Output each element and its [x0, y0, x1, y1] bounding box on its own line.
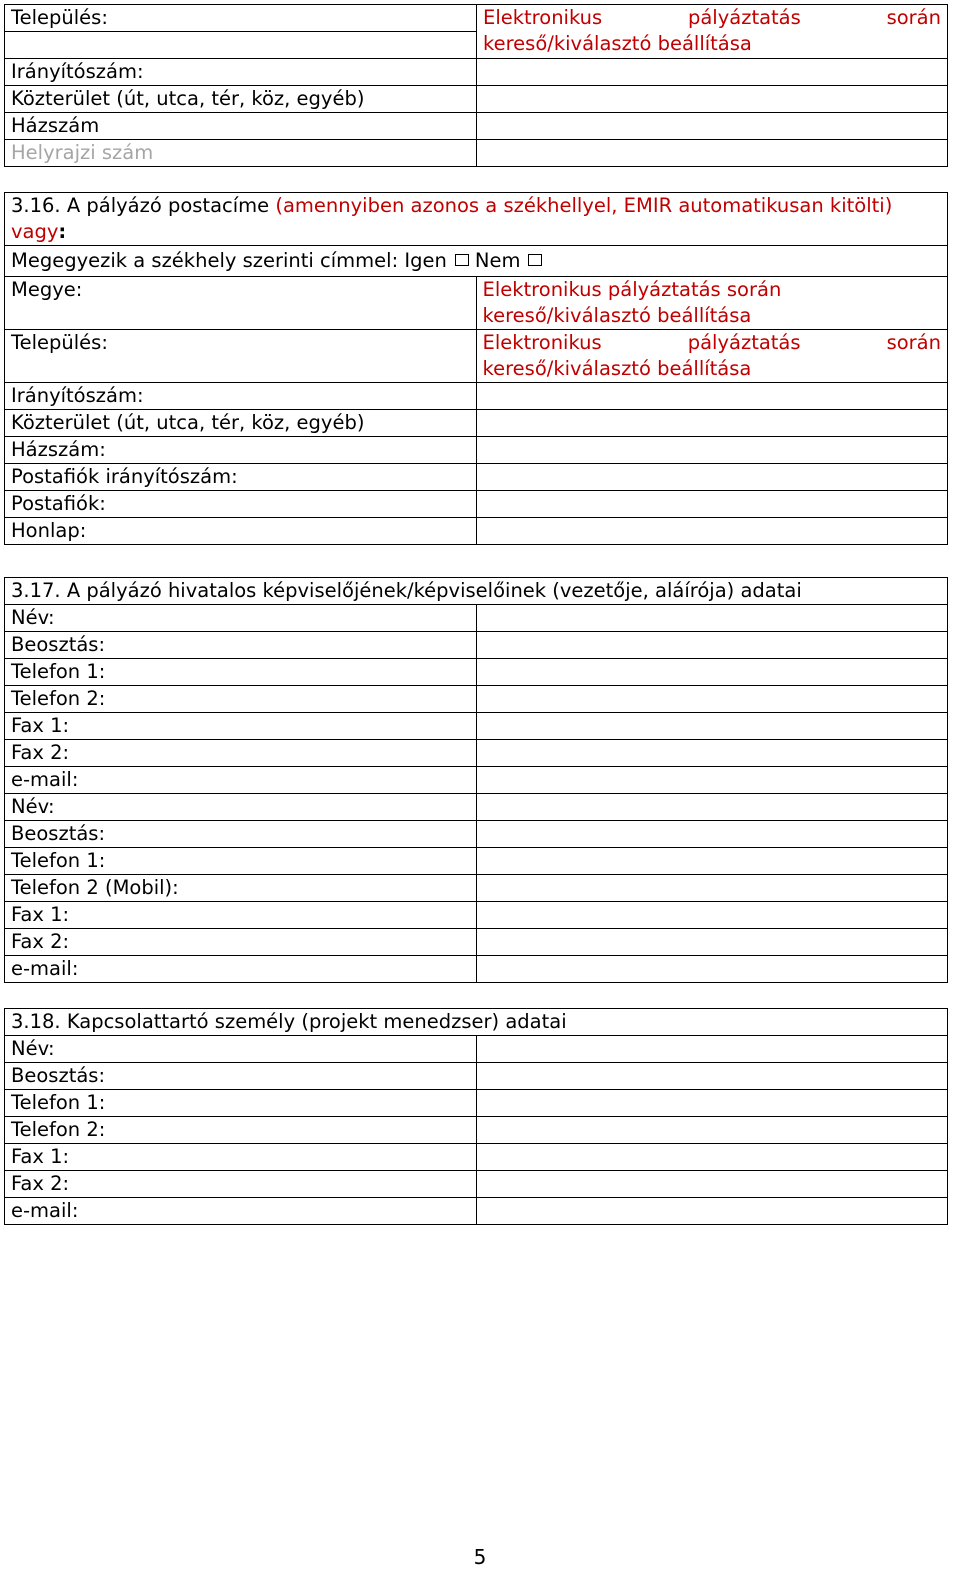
representative-label: Név:	[5, 605, 477, 632]
contact-label: Beosztás:	[5, 1063, 477, 1090]
postafiok-irsz-field[interactable]	[476, 464, 948, 491]
representative-label: Telefon 2 (Mobil):	[5, 875, 477, 902]
representative-label: e-mail:	[5, 767, 477, 794]
contact-label: Fax 1:	[5, 1144, 477, 1171]
contact-label: Fax 2:	[5, 1171, 477, 1198]
table-row	[5, 794, 948, 821]
telepules-label: Település:	[5, 330, 477, 383]
representative-field[interactable]	[476, 848, 948, 875]
table-row	[5, 956, 948, 983]
contact-label: e-mail:	[5, 1198, 477, 1225]
table-row	[5, 767, 948, 794]
section-3-17-heading: 3.17. A pályázó hivatalos képviselőjének/képviselőinek (vezetője, aláírója) adatai	[5, 578, 948, 605]
page-number: 5	[473, 1545, 487, 1569]
iranyitoszam-label: Irányítószám:	[5, 59, 477, 86]
table-row	[5, 659, 948, 686]
representative-label: Fax 1:	[5, 713, 477, 740]
contact-field[interactable]	[476, 1036, 948, 1063]
representative-label: Telefon 1:	[5, 659, 477, 686]
honlap-label: Honlap:	[5, 518, 477, 545]
iranyitoszam-field[interactable]	[476, 383, 948, 410]
contact-field[interactable]	[476, 1171, 948, 1198]
kozterulet-label: Közterület (út, utca, tér, köz, egyéb)	[5, 410, 477, 437]
table-row	[5, 1063, 948, 1090]
representative-label: Fax 2:	[5, 929, 477, 956]
igen-checkbox[interactable]	[455, 254, 469, 266]
representative-label: Név:	[5, 794, 477, 821]
section-3-18	[4, 1008, 948, 1225]
megye-value: Elektronikus pályáztatás során kereső/kiválasztó beállítása	[476, 277, 948, 330]
hazszam-label: Házszám	[5, 113, 477, 140]
table-row	[5, 632, 948, 659]
representative-field[interactable]	[476, 659, 948, 686]
postafiok-label: Postafiók:	[5, 491, 477, 518]
table-row	[5, 1171, 948, 1198]
contact-label: Név:	[5, 1036, 477, 1063]
table-row	[5, 713, 948, 740]
hazszam-label: Házszám:	[5, 437, 477, 464]
representative-field[interactable]	[476, 686, 948, 713]
representative-field[interactable]	[476, 632, 948, 659]
section-3-16	[4, 192, 948, 545]
representative-label: Fax 1:	[5, 902, 477, 929]
table-row	[5, 740, 948, 767]
kozterulet-field[interactable]	[476, 410, 948, 437]
telepules-value: Elektronikus pályáztatás során kereső/kiválasztó beállítása	[476, 330, 948, 383]
representative-field[interactable]	[476, 821, 948, 848]
representative-label: Telefon 2:	[5, 686, 477, 713]
honlap-field[interactable]	[476, 518, 948, 545]
table-row	[5, 875, 948, 902]
iranyitoszam-label: Irányítószám:	[5, 383, 477, 410]
representative-field[interactable]	[476, 767, 948, 794]
postafiok-irsz-label: Postafiók irányítószám:	[5, 464, 477, 491]
table-row	[5, 605, 948, 632]
table-row	[5, 929, 948, 956]
kozterulet-field[interactable]	[477, 86, 948, 113]
hazszam-field[interactable]	[476, 437, 948, 464]
table-row	[5, 1117, 948, 1144]
postafiok-field[interactable]	[476, 491, 948, 518]
table-row	[5, 1144, 948, 1171]
section-3-17	[4, 577, 948, 983]
table-row	[5, 1198, 948, 1225]
telepules-value: Elektronikus pályáztatás során kereső/kiválasztó beállítása	[477, 5, 948, 59]
representative-label: Beosztás:	[5, 632, 477, 659]
table-row	[5, 686, 948, 713]
contact-field[interactable]	[476, 1063, 948, 1090]
contact-label: Telefon 2:	[5, 1117, 477, 1144]
section-3-16-heading: 3.16. A pályázó postacíme (amennyiben azonos a székhellyel, EMIR automatikusan kitölti) vagy:	[5, 193, 948, 246]
representative-label: Telefon 1:	[5, 848, 477, 875]
helyrajzi-label: Helyrajzi szám	[5, 140, 477, 167]
table-row	[5, 902, 948, 929]
representative-field[interactable]	[476, 956, 948, 983]
telepules-label: Település:	[5, 5, 477, 32]
megye-label: Megye:	[5, 277, 477, 330]
helyrajzi-field[interactable]	[477, 140, 948, 167]
representative-field[interactable]	[476, 902, 948, 929]
representative-field[interactable]	[476, 740, 948, 767]
representative-field[interactable]	[476, 794, 948, 821]
contact-label: Telefon 1:	[5, 1090, 477, 1117]
contact-field[interactable]	[476, 1117, 948, 1144]
contact-field[interactable]	[476, 1144, 948, 1171]
contact-field[interactable]	[476, 1090, 948, 1117]
address-table-continued	[4, 4, 948, 167]
representative-field[interactable]	[476, 929, 948, 956]
megegyezik-row: Megegyezik a székhely szerinti címmel: Igen Nem	[5, 246, 948, 277]
representative-label: Beosztás:	[5, 821, 477, 848]
hazszam-field[interactable]	[477, 113, 948, 140]
nem-checkbox[interactable]	[528, 254, 542, 266]
section-3-18-heading: 3.18. Kapcsolattartó személy (projekt menedzser) adatai	[5, 1009, 948, 1036]
table-row	[5, 821, 948, 848]
iranyitoszam-field[interactable]	[477, 59, 948, 86]
representative-field[interactable]	[476, 713, 948, 740]
representative-label: Fax 2:	[5, 740, 477, 767]
kozterulet-label: Közterület (út, utca, tér, köz, egyéb)	[5, 86, 477, 113]
table-row	[5, 848, 948, 875]
table-row	[5, 1036, 948, 1063]
representative-field[interactable]	[476, 605, 948, 632]
contact-field[interactable]	[476, 1198, 948, 1225]
representative-field[interactable]	[476, 875, 948, 902]
table-row	[5, 1090, 948, 1117]
representative-label: e-mail:	[5, 956, 477, 983]
